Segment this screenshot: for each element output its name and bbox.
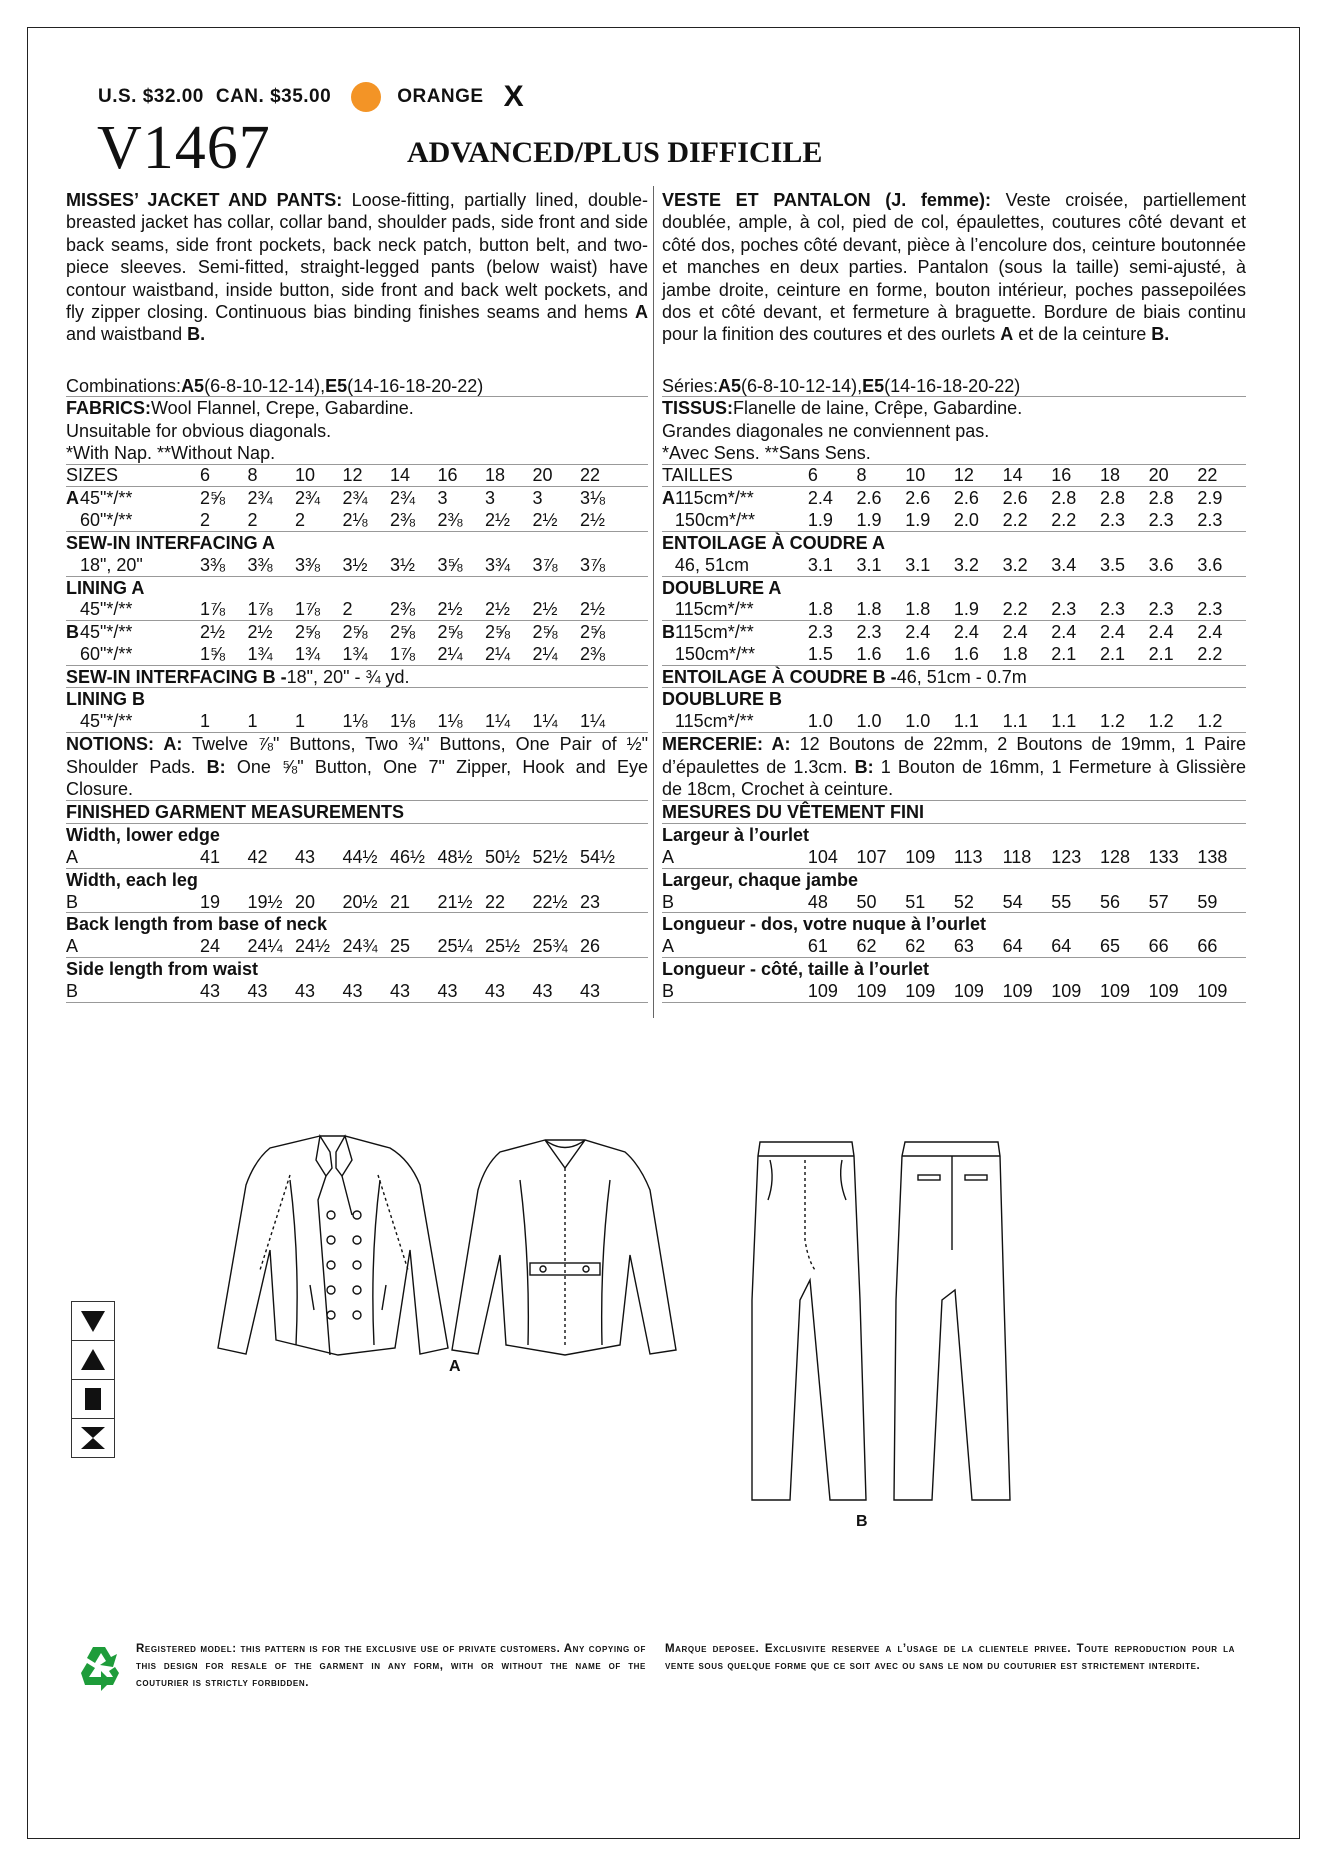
view-letter: B bbox=[662, 891, 675, 912]
block-icon bbox=[71, 1379, 115, 1419]
table-cell: 43 bbox=[437, 981, 458, 1002]
table-cell: 2⅝ bbox=[200, 487, 226, 508]
table-cell: 14 bbox=[390, 465, 411, 486]
table-cell: 1⅛ bbox=[437, 711, 463, 732]
description: MISSES’ JACKET AND PANTS: Loose-fitting, partially lined, double-breasted jacket has collar, collar band, shoulder pads, side front and side back seams, side front pockets, back neck patch, button belt, and two-piece sleeves. Semi-fitted, straight-legged pants (below waist) have contour waistband, inside button, side front and back welt pockets, and fly zipper closing. Continuous bias binding finishes seams and hems A and waistband B. bbox=[66, 190, 648, 345]
table-cell: 2⅝ bbox=[532, 622, 558, 643]
table-cell: 65 bbox=[1099, 936, 1120, 957]
table-cell: 2½ bbox=[485, 599, 511, 620]
table-cell: 10 bbox=[905, 465, 926, 486]
table-cell: 48½ bbox=[437, 846, 473, 867]
table-cell: 109 bbox=[1002, 981, 1033, 1002]
table-cell: 2.4 bbox=[1148, 622, 1174, 643]
table-cell: 24¼ bbox=[247, 936, 283, 957]
view-letter: A bbox=[66, 487, 79, 508]
table-cell: 1⅛ bbox=[342, 711, 368, 732]
table-cell: 2.3 bbox=[1099, 599, 1125, 620]
view-letter: A bbox=[662, 487, 675, 508]
section-label: LINING B bbox=[66, 689, 145, 710]
pants-back-illustration bbox=[894, 1142, 1010, 1500]
fabric-width: 60"*/** bbox=[80, 644, 133, 665]
table-cell: 1 bbox=[295, 711, 306, 732]
table-cell: 1.2 bbox=[1099, 711, 1125, 732]
unsuitable-note: Grandes diagonales ne conviennent pas. bbox=[662, 420, 990, 441]
table-cell: 1.6 bbox=[905, 644, 931, 665]
table-cell: 2½ bbox=[200, 622, 226, 643]
table-cell: 2⅜ bbox=[390, 509, 416, 530]
table-cell: 20 bbox=[1148, 465, 1169, 486]
combinations: Séries: A5 (6-8-10-12-14), E5 (14-16-18-20-22) bbox=[662, 375, 1246, 397]
table-cell: 3½ bbox=[390, 554, 416, 575]
table-cell: 2.6 bbox=[905, 487, 931, 508]
table-cell: 3.4 bbox=[1051, 554, 1077, 575]
table-cell: 3 bbox=[532, 487, 543, 508]
table-cell: 43 bbox=[485, 981, 506, 1002]
table-cell: 2 bbox=[295, 509, 306, 530]
mark: X bbox=[503, 80, 525, 113]
table-cell: 43 bbox=[295, 981, 316, 1002]
table-cell: 43 bbox=[390, 981, 411, 1002]
table-cell: 3⅞ bbox=[580, 554, 606, 575]
table-cell: 16 bbox=[1051, 465, 1072, 486]
table-cell: 3.1 bbox=[905, 554, 931, 575]
interfacing-b: SEW-IN INTERFACING B - 18", 20" - ¾ yd. bbox=[66, 666, 648, 688]
table-cell: 118 bbox=[1002, 846, 1032, 867]
table-cell: 26 bbox=[580, 936, 601, 957]
table-cell: 2 bbox=[247, 509, 258, 530]
table-cell: 46½ bbox=[390, 846, 426, 867]
difficulty-level: ADVANCED/PLUS DIFFICILE bbox=[407, 136, 823, 169]
view-letter: A bbox=[66, 846, 79, 867]
table-cell: 109 bbox=[807, 981, 838, 1002]
table-cell: 10 bbox=[295, 465, 316, 486]
table-cell: 3⅝ bbox=[437, 554, 463, 575]
table-cell: 1.1 bbox=[1051, 711, 1077, 732]
table-cell: 3⅜ bbox=[200, 554, 226, 575]
fabric-width: 45"*/** bbox=[80, 487, 133, 508]
jacket-front-illustration bbox=[218, 1136, 448, 1355]
table-cell: 52½ bbox=[532, 846, 568, 867]
measurement-label: Side length from waist bbox=[66, 959, 259, 980]
table-cell: 2.3 bbox=[856, 622, 882, 643]
table-cell: 3.1 bbox=[856, 554, 882, 575]
table-cell: 41 bbox=[200, 846, 221, 867]
table-cell: 1.6 bbox=[953, 644, 979, 665]
table-cell: 63 bbox=[953, 936, 974, 957]
table-cell: 3⅜ bbox=[295, 554, 321, 575]
table-cell: 48 bbox=[807, 891, 828, 912]
interfacing-b: ENTOILAGE À COUDRE B - 46, 51cm - 0.7m bbox=[662, 666, 1246, 688]
table-cell: 43 bbox=[342, 981, 363, 1002]
table-cell: 3½ bbox=[342, 554, 368, 575]
nap-note: *Avec Sens. **Sans Sens. bbox=[662, 442, 1246, 464]
table-cell: 1⅞ bbox=[390, 644, 416, 665]
table-cell: 2.2 bbox=[1002, 599, 1028, 620]
table-cell: 109 bbox=[953, 981, 984, 1002]
view-label-a: A bbox=[449, 1358, 461, 1375]
table-cell: 3.2 bbox=[953, 554, 979, 575]
table-cell: 8 bbox=[247, 465, 258, 486]
table-cell: 23 bbox=[580, 891, 601, 912]
fabric-width: 150cm*/** bbox=[674, 644, 755, 665]
fabric-width: 115cm*/** bbox=[675, 622, 754, 643]
table-cell: 3⅞ bbox=[532, 554, 558, 575]
fabric-width: 115cm*/** bbox=[675, 487, 754, 508]
table-cell: 2.6 bbox=[1002, 487, 1028, 508]
table-cell: 2½ bbox=[532, 509, 558, 530]
table-cell: 2.4 bbox=[953, 622, 979, 643]
table-cell: 1¼ bbox=[532, 711, 558, 732]
table-cell: 55 bbox=[1051, 891, 1072, 912]
table-cell: 113 bbox=[953, 846, 983, 867]
table-cell: 43 bbox=[580, 981, 601, 1002]
section-label: FINISHED GARMENT MEASUREMENTS bbox=[66, 801, 648, 823]
table-cell: 1.6 bbox=[856, 644, 882, 665]
fabric-width: 115cm*/** bbox=[674, 599, 754, 620]
table-cell: 2.3 bbox=[1148, 509, 1174, 530]
table-cell: 25¾ bbox=[532, 936, 568, 957]
table-cell: 109 bbox=[1051, 981, 1082, 1002]
measurement-label: Width, each leg bbox=[66, 869, 198, 890]
table-cell: 2¼ bbox=[437, 644, 463, 665]
view-letter: B bbox=[662, 622, 675, 643]
view-letter: B bbox=[66, 981, 79, 1002]
table-cell: 1.5 bbox=[807, 644, 833, 665]
table-cell: 2.9 bbox=[1197, 487, 1223, 508]
table-cell: 1.2 bbox=[1148, 711, 1174, 732]
table-cell: 2 bbox=[200, 509, 211, 530]
table-cell: 22 bbox=[1197, 465, 1218, 486]
table-cell: 54 bbox=[1002, 891, 1023, 912]
section-label: DOUBLURE A bbox=[662, 577, 782, 598]
table-cell: 1⅞ bbox=[200, 599, 226, 620]
table-cell: 1 bbox=[247, 711, 258, 732]
table-cell: 20½ bbox=[342, 891, 378, 912]
table-cell: 2.3 bbox=[1148, 599, 1174, 620]
table-cell: 2½ bbox=[532, 599, 558, 620]
table-cell: 109 bbox=[905, 981, 936, 1002]
table-cell: 2.4 bbox=[905, 622, 931, 643]
table-cell: 1.9 bbox=[905, 509, 931, 530]
table-cell: 50½ bbox=[485, 846, 521, 867]
fabric-width: 150cm*/** bbox=[674, 509, 755, 530]
section-label: MESURES DU VÊTEMENT FINI bbox=[662, 801, 1246, 823]
table-cell: 22 bbox=[485, 891, 506, 912]
table-cell: 1⅝ bbox=[200, 644, 226, 665]
table-cell: 2½ bbox=[437, 599, 463, 620]
table-cell: 2.8 bbox=[1099, 487, 1125, 508]
table-cell: 3¾ bbox=[485, 554, 511, 575]
notions: NOTIONS: A: Twelve ⅞" Buttons, Two ¾" Buttons, One Pair of ½" Shoulder Pads. B: One ⅝" Button, One 7" Zipper, Hook and Eye Closure. bbox=[66, 733, 648, 801]
table-cell: 2.1 bbox=[1051, 644, 1077, 665]
table-cell: 2.1 bbox=[1099, 644, 1125, 665]
table-cell: 62 bbox=[856, 936, 877, 957]
sizes-header: TAILLES 6 8 10 12 14 16 18 20 22 bbox=[662, 465, 1246, 487]
view-letter: A bbox=[66, 936, 79, 957]
table-cell: 1.8 bbox=[856, 599, 882, 620]
table-cell: 2½ bbox=[485, 509, 511, 530]
table-cell: 1.9 bbox=[856, 509, 882, 530]
table-cell: 43 bbox=[532, 981, 553, 1002]
table-cell: 109 bbox=[1197, 981, 1228, 1002]
can-price: CAN. $35.00 bbox=[215, 86, 332, 107]
table-cell: 2½ bbox=[247, 622, 273, 643]
table-cell: 3.1 bbox=[807, 554, 833, 575]
table-cell: 19 bbox=[200, 891, 221, 912]
measurement-label: Longueur - dos, votre nuque à l’ourlet bbox=[662, 914, 987, 935]
table-cell: 109 bbox=[1099, 981, 1130, 1002]
measurement-label: Largeur à l’ourlet bbox=[662, 824, 810, 845]
table-cell: 1.1 bbox=[1002, 711, 1028, 732]
table-cell: 21 bbox=[390, 891, 411, 912]
table-cell: 2⅜ bbox=[580, 644, 606, 665]
table-cell: 2.3 bbox=[807, 622, 833, 643]
section-label: LINING A bbox=[66, 577, 145, 598]
jacket-back-illustration bbox=[452, 1140, 676, 1355]
table-cell: 66 bbox=[1197, 936, 1218, 957]
view-letter: A bbox=[662, 846, 675, 867]
table-cell: 2⅝ bbox=[485, 622, 511, 643]
us-price: U.S. $32.00 bbox=[98, 86, 204, 107]
table-cell: 8 bbox=[856, 465, 867, 486]
fabric-width: 60"*/** bbox=[80, 509, 133, 530]
measurement-label: Width, lower edge bbox=[66, 824, 220, 845]
table-cell: 22 bbox=[580, 465, 601, 486]
copyright-notice-en: Registered model: this pattern is for the exclusive use of private customers. Any copying of this design for resale of the garment in any form, with or without the name of the couturier is strictly forbidden. bbox=[136, 1643, 646, 1689]
table-cell: 12 bbox=[953, 465, 974, 486]
table-cell: 3 bbox=[485, 487, 496, 508]
table-cell: 16 bbox=[437, 465, 458, 486]
table-cell: 2.3 bbox=[1099, 509, 1125, 530]
table-cell: 2⅛ bbox=[342, 509, 368, 530]
table-cell: 2.3 bbox=[1197, 509, 1223, 530]
table-cell: 64 bbox=[1051, 936, 1072, 957]
table-cell: 57 bbox=[1148, 891, 1169, 912]
color-name: ORANGE bbox=[397, 86, 484, 107]
notions: MERCERIE: A: 12 Boutons de 22mm, 2 Boutons de 19mm, 1 Paire d’épaulettes de 1.3cm. B: 1 Bouton de 16mm, 1 Fermeture à Glissière de 18cm, Crochet à ceinture. bbox=[662, 733, 1246, 801]
table-cell: 1⅛ bbox=[390, 711, 416, 732]
table-cell: 25 bbox=[390, 936, 411, 957]
copyright-notice-fr: Marque deposee. Exclusivite reservee a l’usage de la clientele privee. Toute reproduction pour la vente sous quelque forme que ce soit avec ou sans le nom du couturier est strictement interdite. bbox=[665, 1643, 1235, 1672]
table-cell: 2⅝ bbox=[390, 622, 416, 643]
symbol-legend bbox=[71, 1302, 115, 1458]
view-letter: A bbox=[662, 936, 675, 957]
section-label: ENTOILAGE À COUDRE A bbox=[662, 532, 886, 553]
table-cell: 1.2 bbox=[1197, 711, 1223, 732]
fabric-width: 18", 20" bbox=[80, 554, 143, 575]
table-cell: 109 bbox=[856, 981, 887, 1002]
table-cell: 2 bbox=[342, 599, 353, 620]
combinations: Combinations: A5 (6-8-10-12-14), E5 (14-16-18-20-22) bbox=[66, 375, 648, 397]
table-cell: 2⅝ bbox=[295, 622, 321, 643]
pants-front-illustration bbox=[752, 1142, 866, 1500]
measurement-label: Longueur - côté, taille à l’ourlet bbox=[662, 959, 930, 980]
table-cell: 56 bbox=[1099, 891, 1120, 912]
table-cell: 2.3 bbox=[1197, 599, 1223, 620]
table-cell: 14 bbox=[1002, 465, 1023, 486]
table-cell: 1¾ bbox=[342, 644, 368, 665]
table-cell: 20 bbox=[532, 465, 553, 486]
table-cell: 2.4 bbox=[1051, 622, 1077, 643]
table-cell: 3.6 bbox=[1148, 554, 1174, 575]
sizes-header: SIZES 6 8 10 12 14 16 18 20 22 bbox=[66, 465, 648, 487]
table-cell: 19½ bbox=[247, 891, 283, 912]
table-cell: 1.9 bbox=[953, 599, 979, 620]
fabric-width: 45"*/** bbox=[80, 599, 133, 620]
table-cell: 2⅝ bbox=[437, 622, 463, 643]
table-cell: 12 bbox=[342, 465, 363, 486]
table-cell: 2.4 bbox=[1002, 622, 1028, 643]
arrow-up-icon bbox=[71, 1340, 115, 1380]
table-cell: 1¼ bbox=[580, 711, 606, 732]
table-cell: 1¾ bbox=[247, 644, 273, 665]
table-cell: 2.0 bbox=[953, 509, 979, 530]
measurement-label: Largeur, chaque jambe bbox=[662, 869, 859, 890]
table-cell: 2.8 bbox=[1051, 487, 1077, 508]
unsuitable-note: Unsuitable for obvious diagonals. bbox=[66, 420, 332, 441]
fabrics: TISSUS: Flanelle de laine, Crêpe, Gabardine. bbox=[662, 398, 1023, 419]
table-cell: 2¼ bbox=[532, 644, 558, 665]
table-cell: 2.6 bbox=[856, 487, 882, 508]
table-cell: 18 bbox=[1099, 465, 1120, 486]
table-cell: 1.8 bbox=[807, 599, 833, 620]
description: VESTE ET PANTALON (J. femme): Veste croisée, partiellement doublée, ample, à col, pied de col, épaulettes, coutures côté devant et côté dos, poches côté devant, pièce à l’encolure dos, ceinture boutonnée et manches en deux parties. Pantalon (sous la taille) semi-ajusté, à jambe droite, ceinture en forme, bouton intérieur, poches passepoilées dos et côté devant, et fermeture à braguette. Bordure de biais continu pour la finition des coutures et des ourlets A et de la ceinture B. bbox=[662, 190, 1246, 345]
table-cell: 21½ bbox=[437, 891, 473, 912]
table-cell: 2.4 bbox=[1099, 622, 1125, 643]
section-label: DOUBLURE B bbox=[662, 689, 782, 710]
table-cell: 2.2 bbox=[1051, 509, 1077, 530]
table-cell: 62 bbox=[905, 936, 926, 957]
fabric-width: 115cm*/** bbox=[674, 711, 754, 732]
view-letter: B bbox=[662, 981, 675, 1002]
fabrics: FABRICS: Wool Flannel, Crepe, Gabardine. bbox=[66, 398, 414, 419]
table-cell: 109 bbox=[1148, 981, 1179, 1002]
table-cell: 2⅜ bbox=[390, 599, 416, 620]
table-cell: 1.8 bbox=[905, 599, 931, 620]
table-cell: 2¾ bbox=[390, 487, 416, 508]
table-cell: 6 bbox=[200, 465, 211, 486]
table-cell: 50 bbox=[856, 891, 877, 912]
fabric-width: 45"*/** bbox=[80, 622, 133, 643]
table-cell: 18 bbox=[485, 465, 506, 486]
table-cell: 2⅜ bbox=[437, 509, 463, 530]
table-cell: 2.8 bbox=[1148, 487, 1174, 508]
table-cell: 1.0 bbox=[856, 711, 882, 732]
table-cell: 20 bbox=[295, 891, 316, 912]
table-cell: 1.8 bbox=[1002, 644, 1028, 665]
table-cell: 1.0 bbox=[905, 711, 931, 732]
measurement-label: Back length from base of neck bbox=[66, 914, 328, 935]
table-cell: 24¾ bbox=[342, 936, 378, 957]
table-cell: 43 bbox=[247, 981, 268, 1002]
table-cell: 1⅞ bbox=[295, 599, 321, 620]
table-cell: 2⅝ bbox=[580, 622, 606, 643]
table-cell: 2¾ bbox=[247, 487, 273, 508]
view-label-b: B bbox=[856, 1513, 868, 1530]
table-cell: 51 bbox=[905, 891, 926, 912]
table-cell: 2.4 bbox=[807, 487, 833, 508]
table-cell: 2.2 bbox=[1002, 509, 1028, 530]
table-cell: 43 bbox=[295, 846, 316, 867]
arrow-down-icon bbox=[71, 1301, 115, 1341]
table-cell: 2¼ bbox=[485, 644, 511, 665]
table-cell: 2⅝ bbox=[342, 622, 368, 643]
table-cell: 1.1 bbox=[953, 711, 979, 732]
table-cell: 3.6 bbox=[1197, 554, 1223, 575]
table-cell: 109 bbox=[905, 846, 936, 867]
table-cell: 1.0 bbox=[807, 711, 833, 732]
table-cell: 66 bbox=[1148, 936, 1169, 957]
view-letter: B bbox=[66, 891, 79, 912]
nap-note: *With Nap. **Without Nap. bbox=[66, 442, 648, 464]
table-cell: 3⅜ bbox=[247, 554, 273, 575]
table-cell: 123 bbox=[1051, 846, 1082, 867]
table-cell: 3.5 bbox=[1099, 554, 1125, 575]
table-cell: 1 bbox=[200, 711, 211, 732]
table-cell: 44½ bbox=[342, 846, 378, 867]
table-cell: 128 bbox=[1099, 846, 1130, 867]
table-cell: 104 bbox=[807, 846, 838, 867]
table-cell: 1¼ bbox=[485, 711, 511, 732]
table-cell: 61 bbox=[807, 936, 828, 957]
table-cell: 1⅞ bbox=[247, 599, 273, 620]
table-cell: 3.2 bbox=[1002, 554, 1028, 575]
table-cell: 107 bbox=[856, 846, 887, 867]
table-cell: 138 bbox=[1197, 846, 1228, 867]
table-cell: 22½ bbox=[532, 891, 568, 912]
table-cell: 2.2 bbox=[1197, 644, 1223, 665]
table-cell: 3 bbox=[437, 487, 448, 508]
table-cell: 2¾ bbox=[342, 487, 368, 508]
table-cell: 2½ bbox=[580, 509, 606, 530]
section-label: SEW-IN INTERFACING A bbox=[66, 532, 275, 553]
table-cell: 2¾ bbox=[295, 487, 321, 508]
table-cell: 3⅛ bbox=[580, 487, 606, 508]
table-cell: 24 bbox=[200, 936, 221, 957]
table-cell: 52 bbox=[953, 891, 974, 912]
table-cell: 54½ bbox=[580, 846, 616, 867]
table-cell: 2.6 bbox=[953, 487, 979, 508]
recycle-icon bbox=[73, 1643, 125, 1695]
table-cell: 43 bbox=[200, 981, 221, 1002]
table-cell: 42 bbox=[247, 846, 268, 867]
table-cell: 59 bbox=[1197, 891, 1218, 912]
table-cell: 133 bbox=[1148, 846, 1179, 867]
table-cell: 2.1 bbox=[1148, 644, 1174, 665]
table-cell: 2½ bbox=[580, 599, 606, 620]
table-cell: 6 bbox=[807, 465, 818, 486]
table-cell: 24½ bbox=[295, 936, 331, 957]
view-letter: B bbox=[66, 622, 79, 643]
table-cell: 1¾ bbox=[295, 644, 321, 665]
table-cell: 2.4 bbox=[1197, 622, 1223, 643]
hourglass-icon bbox=[71, 1418, 115, 1458]
table-cell: 25½ bbox=[485, 936, 521, 957]
table-cell: 1.9 bbox=[807, 509, 833, 530]
table-cell: 2.3 bbox=[1051, 599, 1077, 620]
table-cell: 25¼ bbox=[437, 936, 473, 957]
fabric-width: 46, 51cm bbox=[674, 554, 749, 575]
fabric-width: 45"*/** bbox=[80, 711, 133, 732]
table-cell: 64 bbox=[1002, 936, 1023, 957]
pattern-code: V1467 bbox=[97, 114, 271, 182]
